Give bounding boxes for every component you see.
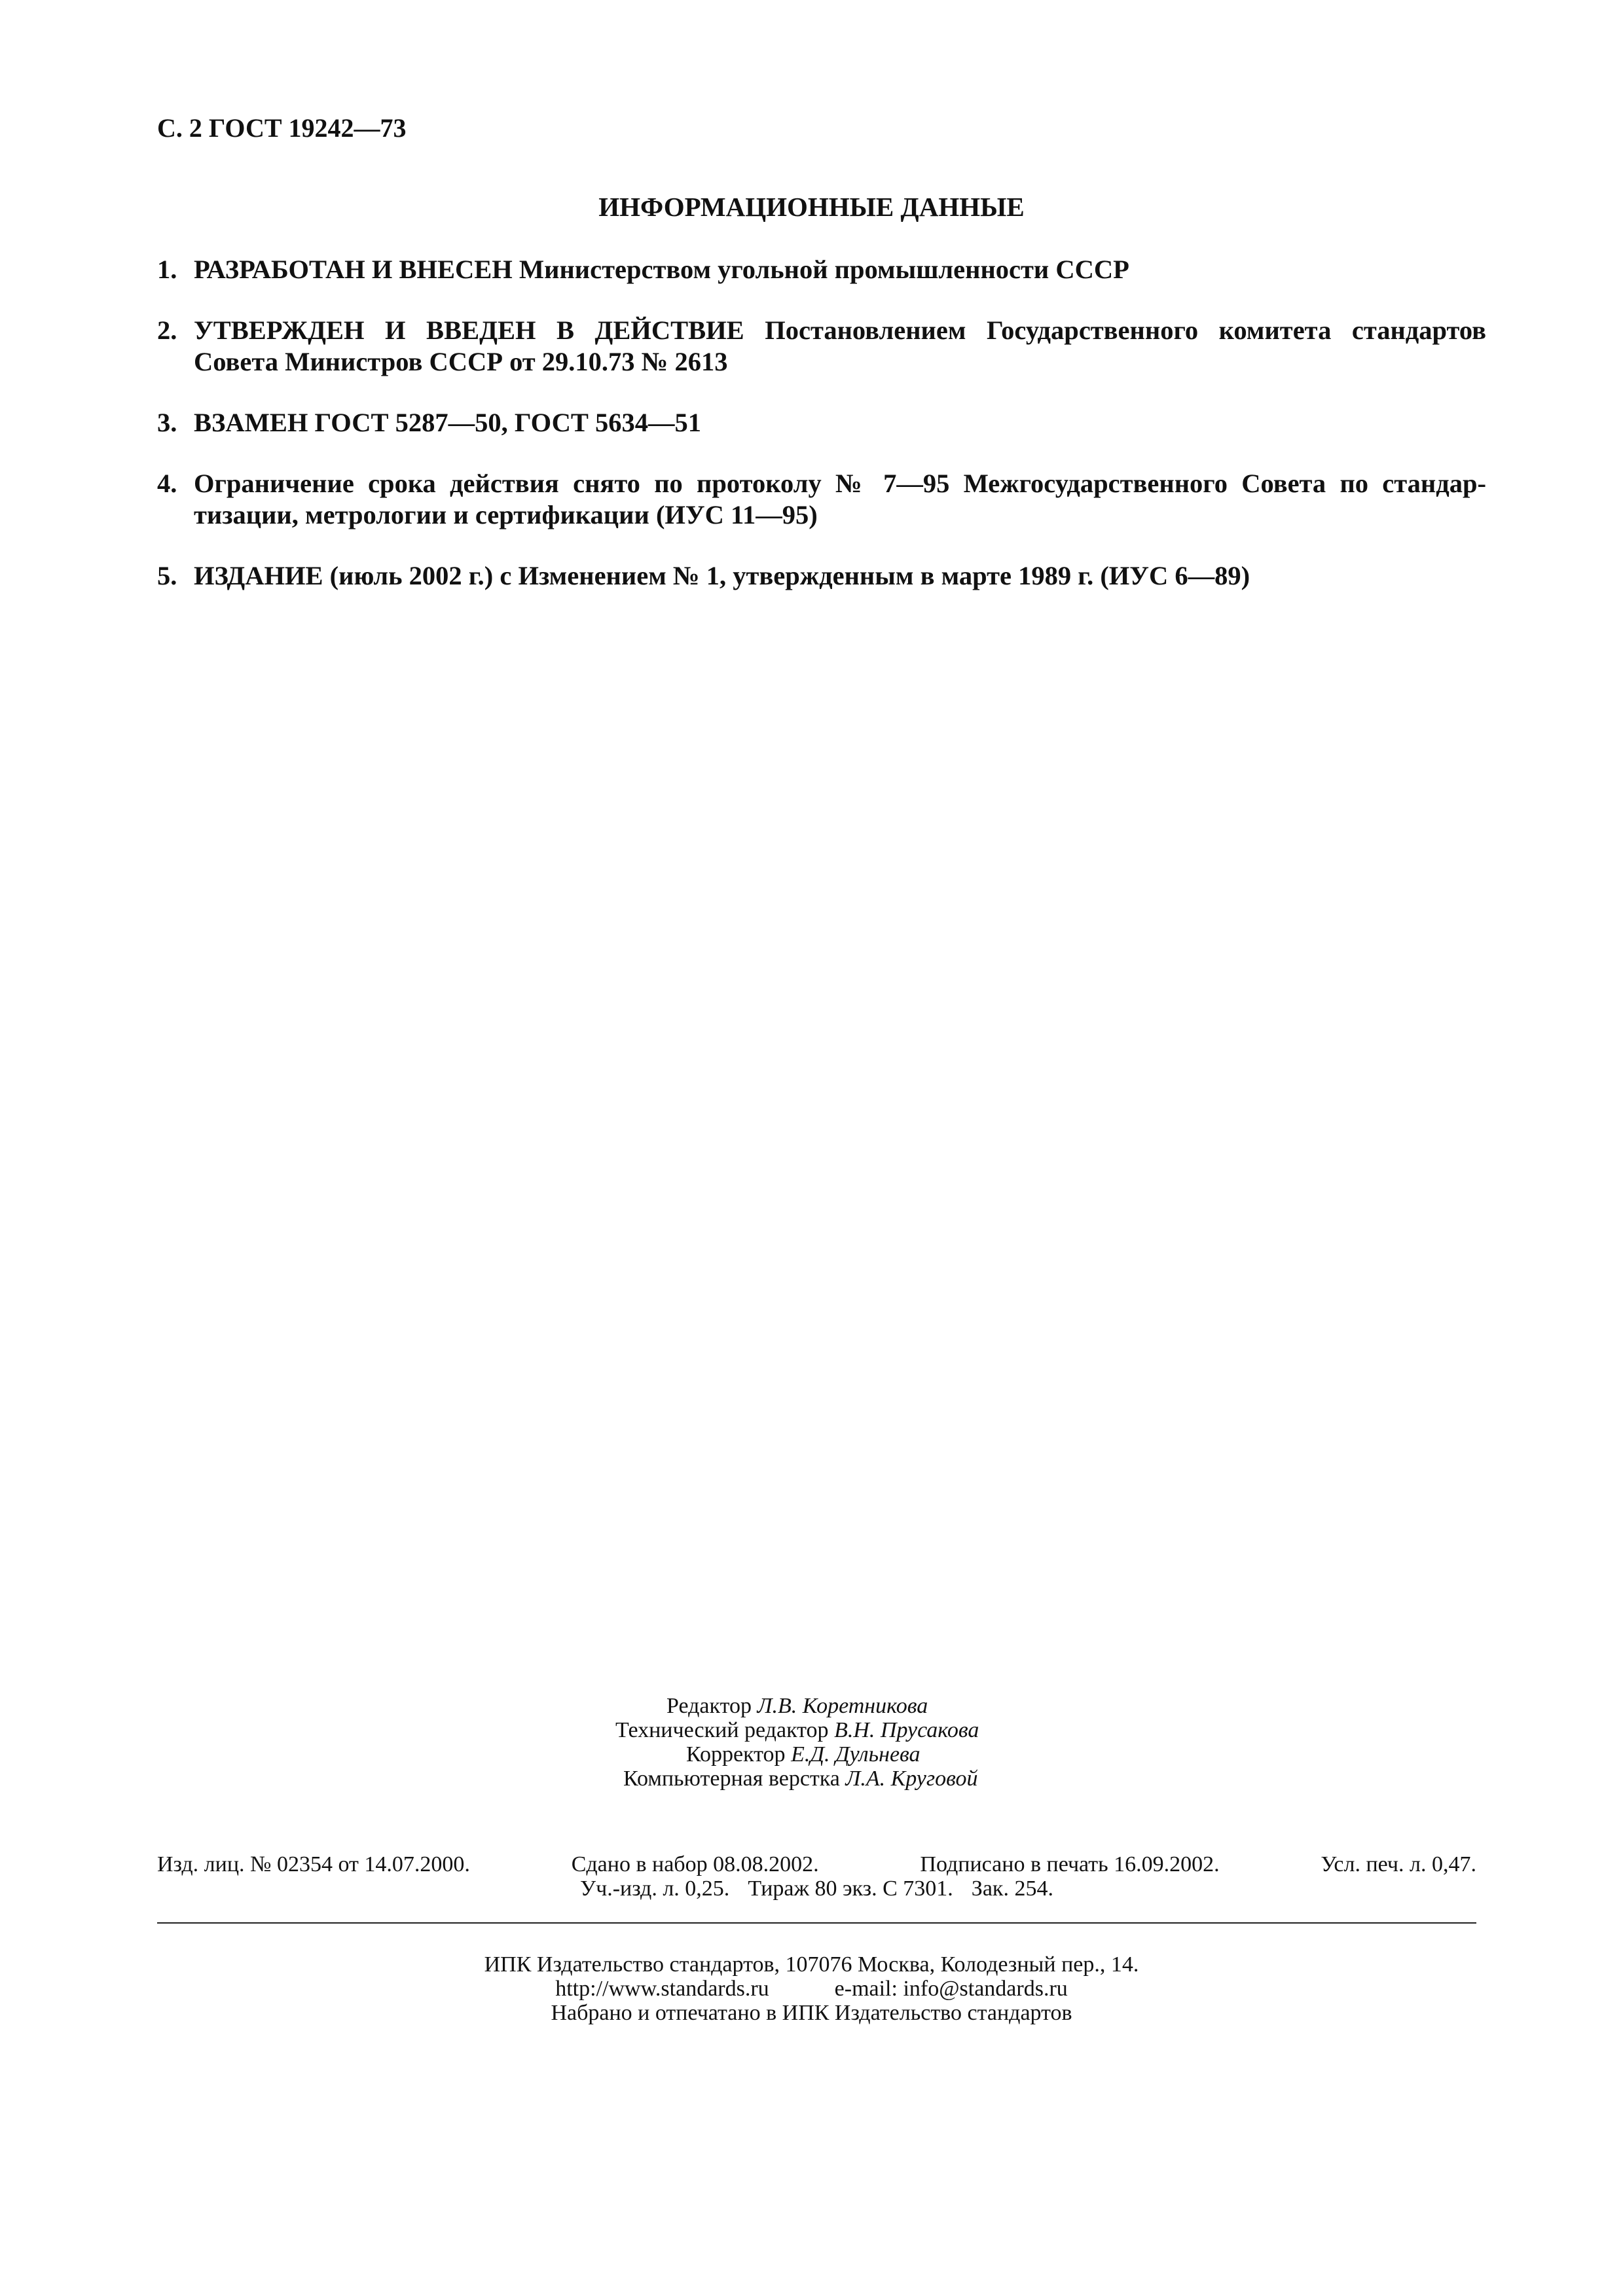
section-title: ИНФОРМАЦИОННЫЕ ДАННЫЕ <box>598 192 1025 222</box>
credit-name: Е.Д. Дульнева <box>791 1742 921 1767</box>
item-number: 3. <box>157 408 177 437</box>
item-text-line: РАЗРАБОТАН И ВНЕСЕН Министерством угольной промышленности СССР <box>194 255 1129 284</box>
horizontal-rule <box>157 1922 1476 1924</box>
item-text-line: УТВЕРЖДЕН И ВВЕДЕН В ДЕЙСТВИЕ Постановлением Государственного комитета стандартов <box>194 315 1486 345</box>
info-item-5 <box>157 560 1486 592</box>
item-text-line: ВЗАМЕН ГОСТ 5287—50, ГОСТ 5634—51 <box>194 408 702 437</box>
info-item-2 <box>157 315 1486 378</box>
credit-name: Л.В. Коретникова <box>757 1694 928 1718</box>
info-item-3 <box>157 407 1486 439</box>
publisher-printed-by: Набрано и отпечатано в ИПК Издательство стандартов <box>551 2001 1072 2025</box>
imprint-row <box>157 1876 1476 1901</box>
credit-name: В.Н. Прусакова <box>834 1718 979 1742</box>
running-head: С. 2 ГОСТ 19242—73 <box>157 113 407 143</box>
item-number: 4. <box>157 469 177 498</box>
credit-role: Компьютерная верстка <box>623 1767 840 1791</box>
item-text-line: ИЗДАНИЕ (июль 2002 г.) с Изменением № 1, утвержденным в марте 1989 г. (ИУС 6—89) <box>194 561 1250 590</box>
publisher-block <box>0 1952 1623 2025</box>
publisher-email: e-mail: info@standards.ru <box>834 1977 1068 2001</box>
publisher-website: http://www.standards.ru <box>555 1977 769 2001</box>
publisher-address: ИПК Издательство стандартов, 107076 Москва, Колодезный пер., 14. <box>484 1952 1139 1977</box>
credit-proofreader <box>686 1742 921 1767</box>
imprint-pub-sheets: Уч.-изд. л. 0,25. <box>580 1876 730 1901</box>
info-item-4 <box>157 468 1486 531</box>
imprint-print-sheets: Усл. печ. л. 0,47. <box>1321 1852 1476 1876</box>
imprint-block <box>157 1852 1476 1901</box>
imprint-signed-date: Подписано в печать 16.09.2002. <box>920 1852 1220 1876</box>
imprint-row <box>157 1852 1476 1876</box>
credit-tech-editor <box>615 1718 979 1742</box>
item-number: 5. <box>157 561 177 590</box>
imprint-circulation: Тираж 80 экз. С 7301. <box>748 1876 953 1901</box>
info-items-list <box>157 254 1486 621</box>
credit-role: Редактор <box>666 1694 752 1718</box>
imprint-order: Зак. 254. <box>971 1876 1053 1901</box>
item-text-line: тизации, метрологии и сертификации (ИУС 11—95) <box>194 500 818 529</box>
imprint-license: Изд. лиц. № 02354 от 14.07.2000. <box>157 1852 470 1876</box>
info-item-1 <box>157 254 1486 285</box>
imprint-typeset-date: Сдано в набор 08.08.2002. <box>571 1852 819 1876</box>
item-number: 2. <box>157 315 177 345</box>
publisher-contacts <box>0 1977 1623 2001</box>
credit-layout <box>623 1767 977 1791</box>
credit-role: Технический редактор <box>615 1718 829 1742</box>
credit-name: Л.А. Круговой <box>845 1767 978 1791</box>
item-number: 1. <box>157 255 177 284</box>
item-text-line: Совета Министров СССР от 29.10.73 № 2613 <box>194 347 728 376</box>
credit-role: Корректор <box>686 1742 786 1767</box>
item-text-line: Ограничение срока действия снято по протоколу № 7—95 Межгосударственного Совета по стандар- <box>194 469 1486 498</box>
credit-editor <box>666 1694 928 1718</box>
